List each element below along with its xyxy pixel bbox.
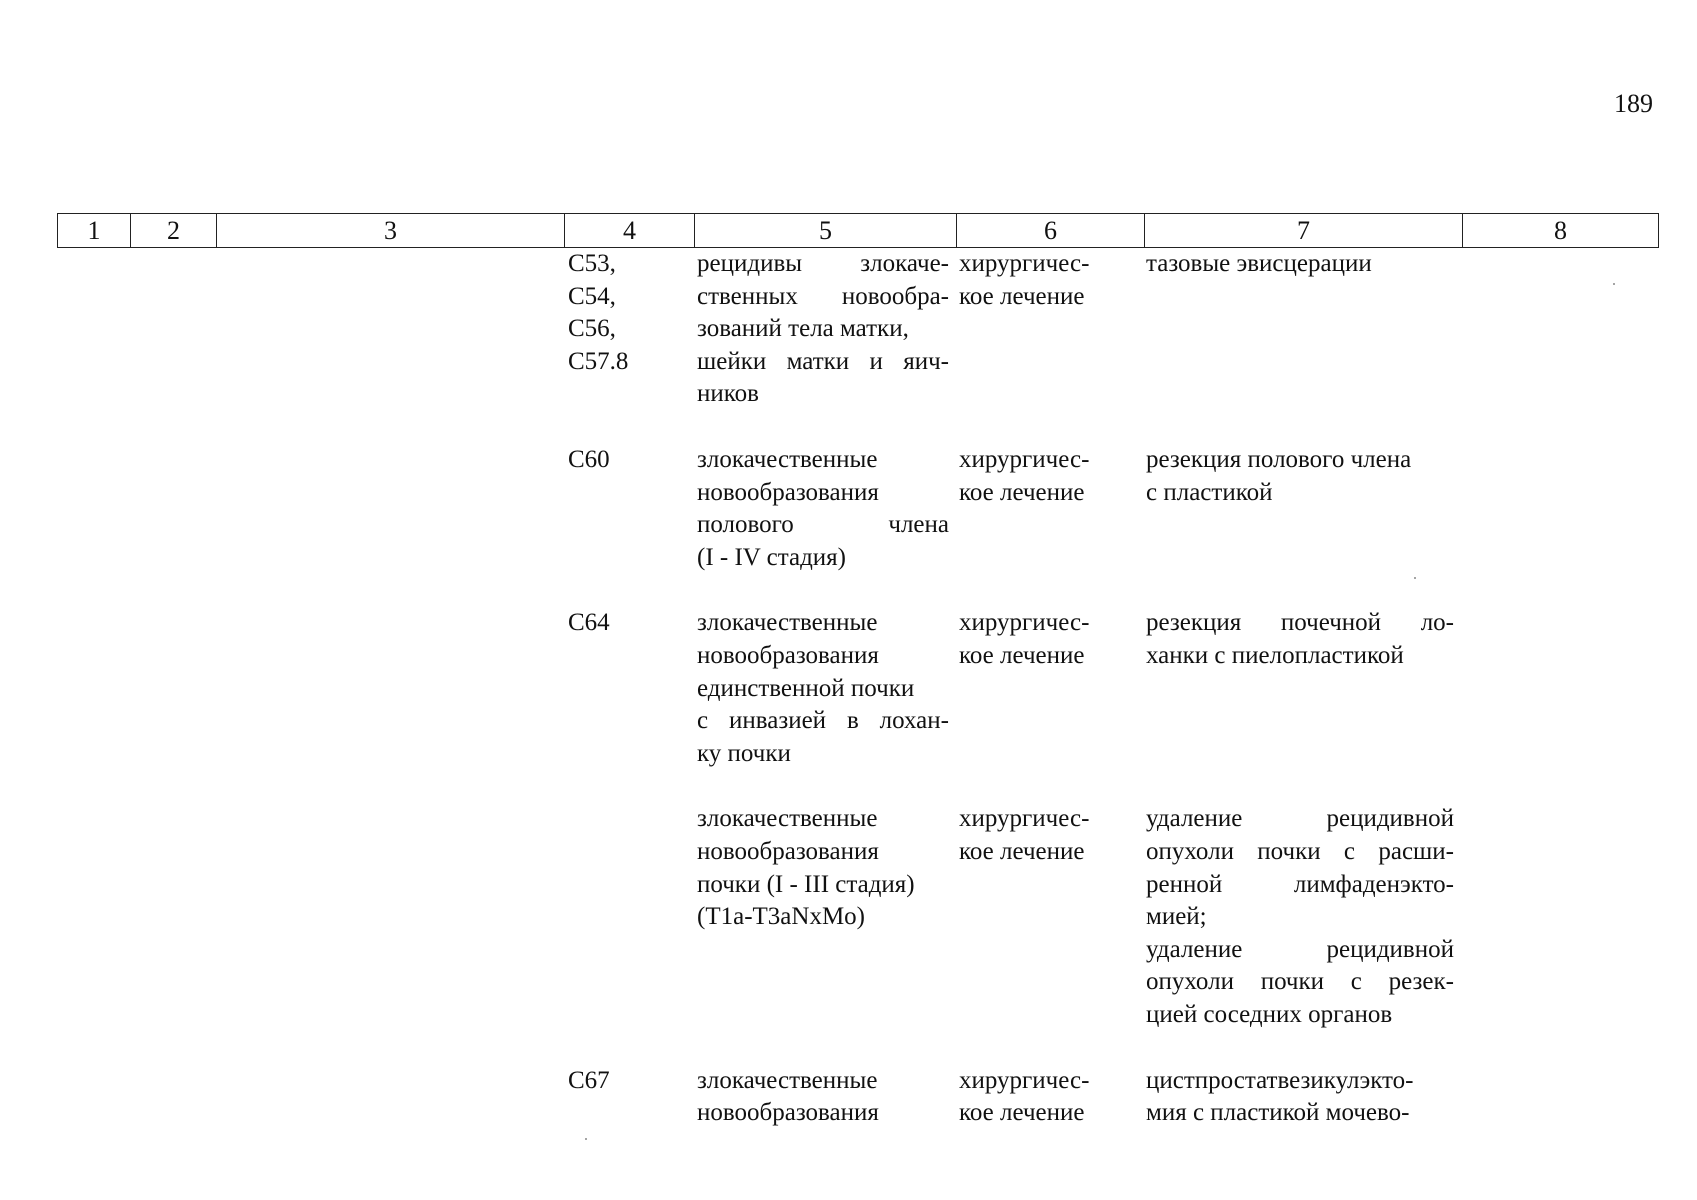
cell-line: кое лечение <box>959 282 1085 310</box>
header-col-7: 7 <box>1145 214 1463 248</box>
icd-code-cell <box>568 607 686 640</box>
cell-line: кое лечение <box>959 837 1085 865</box>
cell-line: злокачественные <box>697 805 878 833</box>
icd-code-cell <box>568 444 686 477</box>
diagnosis-cell <box>697 607 949 770</box>
cell-line: новообразования <box>697 641 879 669</box>
cell-line: кое лечение <box>959 478 1085 506</box>
cell-line: злокачественные <box>697 1066 878 1094</box>
cell-line: цией соседних органов <box>1146 1000 1393 1028</box>
column-number-header <box>57 213 1659 248</box>
treatment-type-cell <box>959 607 1139 672</box>
cell-line: хирургичес- <box>959 805 1090 833</box>
cell-line: злокачественные <box>697 446 878 473</box>
cell-line: удаление рецидивной <box>1146 935 1454 963</box>
page-number: 189 <box>1614 89 1653 118</box>
treatment-method-cell <box>1146 1065 1454 1130</box>
cell-line: хирургичес- <box>959 446 1090 473</box>
cell-line: хирургичес- <box>959 250 1090 277</box>
cell-line: полового члена <box>697 511 949 539</box>
cell-line: опухоли почки с расши- <box>1146 837 1454 865</box>
cell-line: C60 <box>568 446 610 473</box>
scan-speck <box>585 1138 587 1140</box>
icd-code-cell <box>568 1065 686 1098</box>
cell-line: мия с пластикой мочево- <box>1146 1099 1410 1127</box>
diagnosis-cell <box>697 1065 949 1130</box>
header-col-8: 8 <box>1463 214 1659 248</box>
cell-line: кое лечение <box>959 641 1085 669</box>
cell-line: хирургичес- <box>959 609 1090 637</box>
cell-line: с инвазией в лохан- <box>697 707 949 735</box>
cell-line: удаление рецидивной <box>1146 805 1454 833</box>
cell-line: почки (I - III стадия) <box>697 870 915 898</box>
cell-line: (I - IV стадия) <box>697 543 846 571</box>
diagnosis-cell <box>697 444 949 574</box>
cell-line: новообразования <box>697 478 879 506</box>
cell-line: шейки матки и яич- <box>697 347 949 375</box>
header-col-3: 3 <box>217 214 565 248</box>
cell-line: опухоли почки с резек- <box>1146 968 1454 996</box>
table-row <box>0 803 1697 1031</box>
icd-code-cell <box>568 248 686 378</box>
cell-line: хирургичес- <box>959 1066 1090 1094</box>
table-row <box>0 444 1697 574</box>
cell-line: цистпростатвезикулэкто- <box>1146 1066 1414 1094</box>
treatment-method-cell <box>1146 444 1454 509</box>
cell-line: C57.8 <box>568 347 629 375</box>
treatment-type-cell <box>959 1065 1139 1130</box>
treatment-type-cell <box>959 248 1139 313</box>
diagnosis-cell <box>697 248 949 411</box>
header-col-1: 1 <box>58 214 131 248</box>
cell-line: тазовые эвисцерации <box>1146 250 1372 277</box>
scan-speck <box>1414 577 1416 579</box>
cell-line: (T1a-T3aNxMo) <box>697 903 865 931</box>
cell-line: ку почки <box>697 739 791 767</box>
table-row <box>0 607 1697 770</box>
cell-line: рецидивы злокаче- <box>697 250 949 277</box>
header-col-4: 4 <box>565 214 695 248</box>
cell-line: ханки с пиелопластикой <box>1146 641 1404 669</box>
treatment-type-cell <box>959 803 1139 868</box>
cell-line: кое лечение <box>959 1099 1085 1127</box>
cell-line: единственной почки <box>697 674 915 702</box>
treatment-method-cell <box>1146 248 1454 281</box>
cell-line: C53, <box>568 250 616 277</box>
diagnosis-cell <box>697 803 949 933</box>
cell-line: ников <box>697 380 759 408</box>
treatment-method-cell <box>1146 607 1454 672</box>
cell-line: резекция почечной ло- <box>1146 609 1454 637</box>
table-body <box>0 248 1697 1163</box>
header-col-5: 5 <box>695 214 957 248</box>
cell-line: C54, <box>568 282 616 310</box>
cell-line: новообразования <box>697 1099 879 1127</box>
cell-line: ренной лимфаденэкто- <box>1146 870 1454 898</box>
cell-line: C64 <box>568 609 610 637</box>
cell-line: мией; <box>1146 903 1207 931</box>
cell-line: с пластикой <box>1146 478 1273 506</box>
table-row <box>0 248 1697 411</box>
header-col-2: 2 <box>131 214 217 248</box>
scan-speck <box>1613 283 1615 285</box>
cell-line: резекция полового члена <box>1146 446 1412 473</box>
cell-line: C67 <box>568 1066 610 1094</box>
cell-line: новообразования <box>697 837 879 865</box>
cell-line: зований тела матки, <box>697 315 909 343</box>
cell-line: злокачественные <box>697 609 878 637</box>
treatment-method-cell <box>1146 803 1454 1031</box>
cell-line: C56, <box>568 315 616 343</box>
table-row <box>0 1065 1697 1130</box>
cell-line: ственных новообра- <box>697 282 949 310</box>
treatment-type-cell <box>959 444 1139 509</box>
header-col-6: 6 <box>957 214 1145 248</box>
